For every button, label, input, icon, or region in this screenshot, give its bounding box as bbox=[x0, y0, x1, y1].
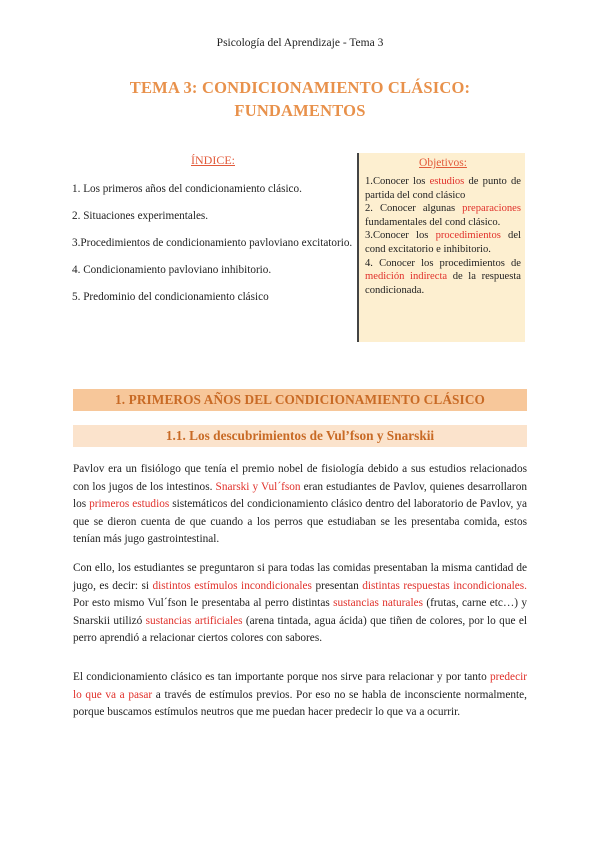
objective-item: 3.Conocer los procedimientos del cond excitatorio e inhibitorio. bbox=[365, 230, 521, 255]
index-heading: ÍNDICE: bbox=[191, 153, 235, 167]
highlight-text: distintas respuestas incondicionales. bbox=[362, 579, 527, 592]
highlight-text: estudios bbox=[429, 176, 465, 187]
highlight-text: predecir lo que va a pasar bbox=[73, 671, 527, 701]
subsection-heading: 1.1. Los descubrimientos de Vul’fson y Snarskii bbox=[73, 425, 527, 447]
document-title bbox=[60, 76, 540, 122]
highlight-text: sustancias artificiales bbox=[145, 614, 243, 627]
index-item: 4. Condicionamiento pavloviano inhibitorio. bbox=[72, 264, 272, 276]
section-heading: 1. PRIMEROS AÑOS DEL CONDICIONAMIENTO CLÁSICO bbox=[73, 389, 527, 411]
index-item: 1. Los primeros años del condicionamiento clásico. bbox=[72, 183, 302, 195]
objective-item: 2. Conocer algunas preparaciones fundamentales del cond clásico. bbox=[365, 203, 521, 228]
objective-item: 4. Conocer los procedimientos de medición indirecta de la respuesta condicionada. bbox=[365, 257, 521, 296]
title-line-2: FUNDAMENTOS bbox=[234, 101, 366, 120]
index-list bbox=[72, 182, 354, 304]
highlight-text: Snarski y Vul´fson bbox=[215, 480, 301, 493]
highlight-text: distintos estímulos incondicionales bbox=[152, 579, 312, 592]
index-box bbox=[72, 153, 354, 317]
index-item: 3.Procedimientos de condicionamiento pavloviano excitatorio. bbox=[72, 237, 353, 249]
highlight-text: primeros estudios bbox=[89, 498, 170, 510]
objectives-heading: Objetivos: bbox=[419, 157, 467, 169]
index-item: 5. Predominio del condicionamiento clásico bbox=[72, 291, 269, 303]
highlight-text: procedimientos bbox=[435, 230, 501, 242]
highlight-text: sustancias naturales bbox=[333, 597, 423, 609]
body-paragraph: Con ello, los estudiantes se preguntaron si para todas las comidas presentaban la misma cantidad de jugo, es decir: si distintos estímulos incondicionales presentan distintas respuestas incondicionales. Por esto mismo Vul´fson le presentaba al perro distintas sustancias naturales (frutas, carne etc…) y Snarskii utilizó sustancias artificiales (arena tintada, agua ácida) que tiñen de colores, por lo que el perro aprendió a relacionar ciertos colores con sabores. bbox=[73, 562, 528, 644]
body-paragraph: Pavlov era un fisiólogo que tenía el premio nobel de fisiología debido a sus estudios relacionados con los jugos de los intestinos. Snarski y Vul´fson eran estudiantes de Pavlov, quienes desarrollaron los primeros estudios sistemáticos del condicionamiento clásico dentro del laboratorio de Pavlov, ya que se dieron cuenta de que cuando a los perros que estudiaban se les presentaba comida, estos tenían más jugo gastrointestinal. bbox=[73, 463, 527, 545]
objectives-box bbox=[357, 153, 525, 342]
highlight-text: preparaciones bbox=[462, 203, 521, 215]
index-item: 2. Situaciones experimentales. bbox=[72, 210, 209, 222]
highlight-text: medición indirecta bbox=[365, 271, 448, 283]
objective-item: 1.Conocer los estudios de punto de partida del cond clásico bbox=[365, 176, 521, 201]
running-header: Psicología del Aprendizaje - Tema 3 bbox=[216, 37, 384, 49]
body-paragraph: El condicionamiento clásico es tan importante porque nos sirve para relacionar y por tanto predecir lo que va a pasar a través de estímulos previos. Por eso no se habla de inconsciente normalmente, porque buscamos estímulos neutros que me puedan hacer predecir lo que va a ocurrir. bbox=[73, 671, 527, 718]
title-line-1: TEMA 3: CONDICIONAMIENTO CLÁSICO: bbox=[129, 78, 471, 97]
